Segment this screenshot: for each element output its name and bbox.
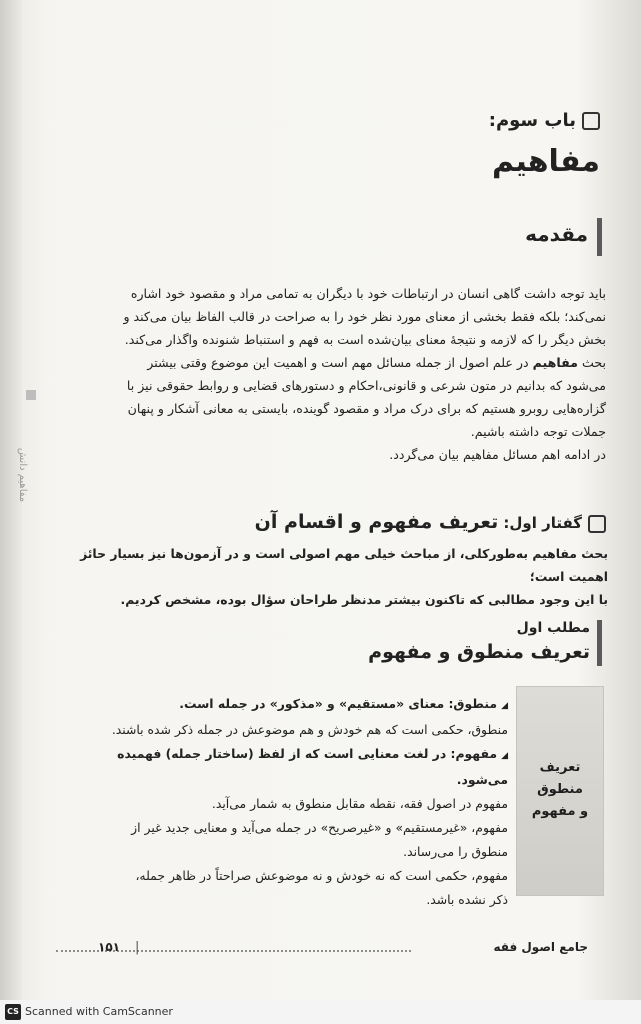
scanner-text: Scanned with CamScanner xyxy=(25,1005,173,1018)
intro-heading: مقدمه xyxy=(525,222,588,246)
margin-note-text: تعریف منطوق و مفهوم xyxy=(531,760,589,819)
intro-line: بحث مفاهیم در علم اصول از جمله مسائل مهم است و اهمیت این موضوع وقتی بیشتر xyxy=(147,355,606,370)
definition-line: مفهوم در اصول فقه، نقطه مقابل منطوق به شمار می‌آید. xyxy=(211,796,508,811)
margin-note-box xyxy=(516,686,604,896)
intro-line: می‌شود که بدانیم در متون شرعی و قانونی،احکام و دستورهای قضایی و روابط حقوقی نیز با xyxy=(126,378,606,393)
triangle-bullet-icon: ◢ xyxy=(501,701,508,711)
section-heading xyxy=(240,508,606,537)
definition-line: مفهوم، «غیرمستقیم» و «غیرصریح» در جمله می‌آید و معنایی جدید غیر از xyxy=(131,820,508,835)
intro-line: جملات توجه داشته باشیم. xyxy=(470,424,606,439)
subsection-label: مطلب اول xyxy=(516,620,590,636)
definition-line: مفهوم، حکمی است که نه خودش و نه موضوعش صراحتاً در ظاهر جمله، xyxy=(135,868,508,883)
section-line: بحث مفاهیم به‌طورکلی، از مباحث خیلی مهم اصولی است و در آزمون‌ها نیز بسیار حائز اهمیت است؛ xyxy=(80,546,608,584)
chapter-label-row xyxy=(380,108,600,134)
side-running-label: مفاهیم دانش xyxy=(17,447,28,503)
definition-line: ذکر نشده باشد. xyxy=(426,892,508,907)
subsection-title: تعریف منطوق و مفهوم xyxy=(368,641,590,663)
section-line: با این وجود مطالبی که تاکنون بیشتر مدنظر طراحان سؤال بوده، مشخص کردیم. xyxy=(120,592,608,607)
camscanner-logo-icon: CS xyxy=(5,1004,21,1020)
intro-line: باید توجه داشت گاهی انسان در ارتباطات خود با دیگران به تمامی مراد و مقصود خود اشاره xyxy=(130,286,606,301)
section-label: گفتار اول: xyxy=(503,514,582,532)
section-title: تعریف مفهوم و اقسام آن xyxy=(254,511,499,533)
checkbox-icon xyxy=(588,515,606,533)
intro-line: گزاره‌هایی روبرو هستیم که برای درک مراد و مقصود گوینده، بایستی به معانی آشکار و پنهان xyxy=(127,401,606,416)
definition-heading: ◢منطوق: معنای «مستقیم» و «مذکور» در جمله است. xyxy=(179,696,508,711)
intro-line: در ادامه اهم مسائل مفاهیم بیان می‌گردد. xyxy=(389,447,606,462)
definitions-body xyxy=(86,692,508,912)
subheading-bar xyxy=(597,620,602,666)
page-number: ۱۵۱ xyxy=(98,940,120,954)
intro-line: نمی‌کند؛ بلکه فقط بخشی از معنای مورد نظر خود را به صراحت در قالب الفاظ بیان می‌کند و xyxy=(123,309,606,324)
section-body xyxy=(40,542,608,611)
checkbox-icon xyxy=(582,112,600,130)
intro-body xyxy=(88,282,606,466)
intro-line: بخش دیگر را که لازمه و نتیجهٔ معنای بیان‌شده است به فهم و استنباط شنونده واگذار می‌کند. xyxy=(124,332,606,347)
subsection-heading xyxy=(340,618,590,666)
definition-line: منطوق، حکمی است که هم خودش و هم موضوعش در جمله ذکر شده باشند. xyxy=(111,722,508,737)
scanner-bar xyxy=(0,1000,641,1024)
chapter-heading xyxy=(380,108,600,184)
chapter-label: باب سوم: xyxy=(488,110,576,131)
footer-book-title: جامع اصول فقه xyxy=(493,940,588,954)
triangle-bullet-icon: ◢ xyxy=(501,751,508,761)
footer-separator: | xyxy=(135,940,140,955)
definition-line: منطوق را می‌رساند. xyxy=(403,844,508,859)
chapter-title: مفاهیم xyxy=(491,144,600,179)
heading-bar xyxy=(597,218,602,256)
bold-term: مفاهیم xyxy=(532,355,578,370)
definition-heading: ◢مفهوم: در لغت معنایی است که از لفظ (ساختار جمله) فهمیده می‌شود. xyxy=(117,746,508,787)
